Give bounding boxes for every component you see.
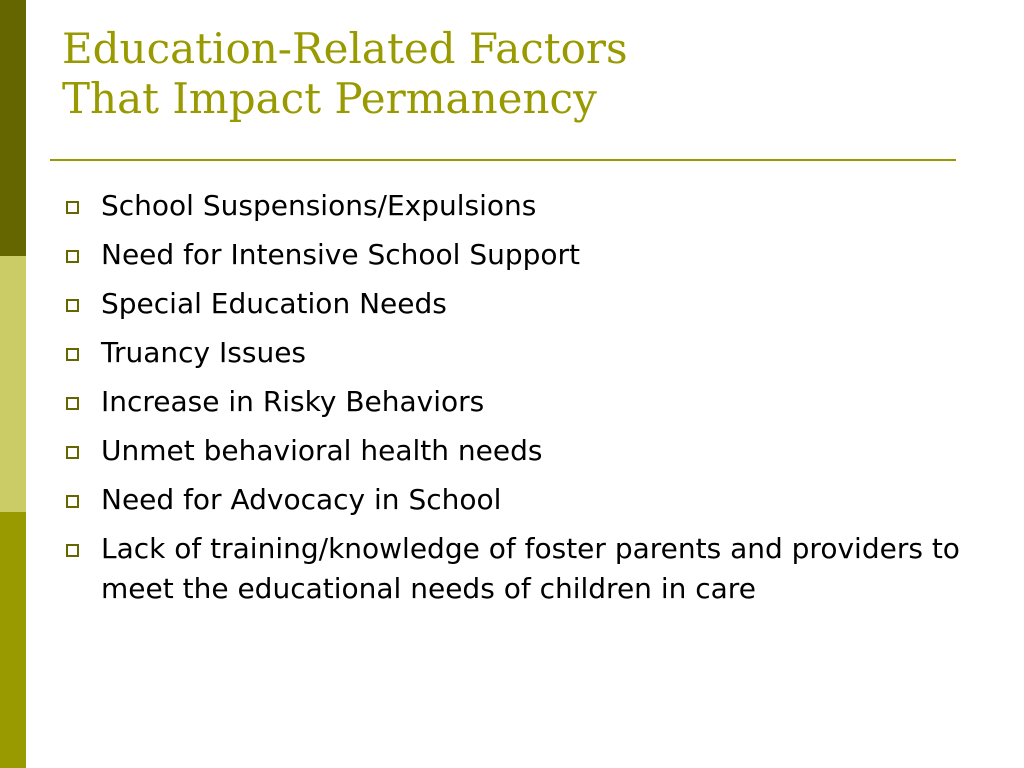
side-bar <box>0 0 26 768</box>
bullet-text: Need for Intensive School Support <box>101 238 581 271</box>
bullet-text: Unmet behavioral health needs <box>101 434 543 467</box>
side-bar-middle-segment <box>0 256 26 512</box>
hollow-square-bullet-icon <box>66 201 79 214</box>
bullet-item <box>66 431 966 471</box>
bullet-item <box>66 186 966 226</box>
hollow-square-bullet-icon <box>66 544 79 557</box>
bullet-item <box>66 333 966 373</box>
hollow-square-bullet-icon <box>66 397 79 410</box>
hollow-square-bullet-icon <box>66 299 79 312</box>
hollow-square-bullet-icon <box>66 348 79 361</box>
bullet-text: Lack of training/knowledge of foster parents and providers to meet the educational needs of children in care <box>101 532 960 605</box>
slide-title-line-2: That Impact Permanency <box>62 74 597 123</box>
hollow-square-bullet-icon <box>66 250 79 263</box>
title-divider <box>50 159 956 161</box>
bullet-item <box>66 480 966 520</box>
hollow-square-bullet-icon <box>66 495 79 508</box>
bullet-list <box>66 186 966 618</box>
bullet-text: Truancy Issues <box>101 336 307 369</box>
bullet-item <box>66 382 966 422</box>
side-bar-bottom-segment <box>0 512 26 768</box>
slide-title <box>62 24 962 124</box>
bullet-text: Increase in Risky Behaviors <box>101 385 485 418</box>
bullet-text: School Suspensions/Expulsions <box>101 189 537 222</box>
side-bar-top-segment <box>0 0 26 256</box>
bullet-item <box>66 235 966 275</box>
bullet-text: Need for Advocacy in School <box>101 483 502 516</box>
bullet-item <box>66 284 966 324</box>
bullet-item <box>66 529 966 609</box>
hollow-square-bullet-icon <box>66 446 79 459</box>
slide-title-line-1: Education-Related Factors <box>62 24 628 73</box>
bullet-text: Special Education Needs <box>101 287 447 320</box>
